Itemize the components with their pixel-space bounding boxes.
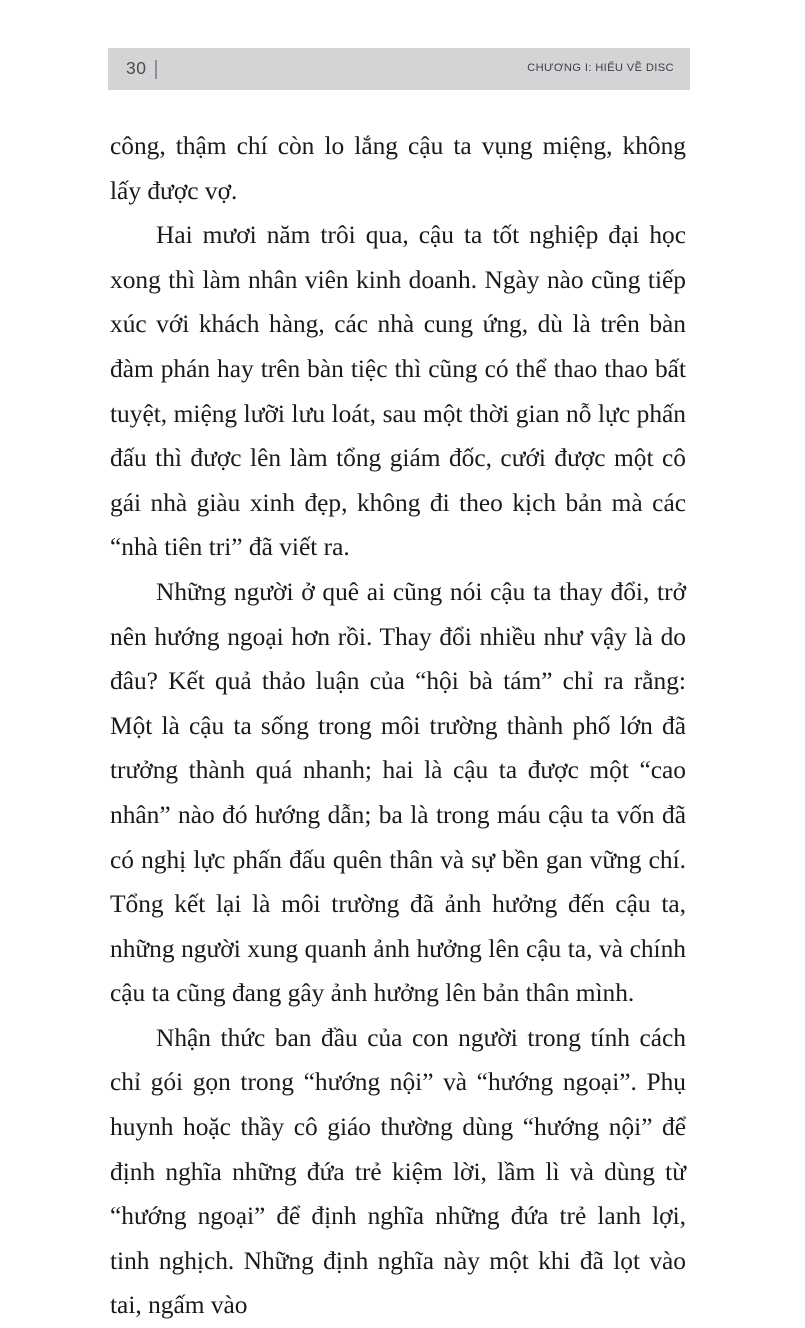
paragraph-four: Nhận thức ban đầu của con người trong tính cách chỉ gói gọn trong “hướng nội” và “hướng ngoại”. Phụ huynh hoặc thầy cô giáo thường dùng “hướng nội” để định nghĩa những đứa trẻ kiệm lời, lầm lì và dùng từ “hướng ngoại” để định nghĩa những đứa trẻ lanh lợi, tinh nghịch. Những định nghĩa này một khi đã lọt vào tai, ngấm vào xyxy=(110,1023,686,1320)
running-header-left xyxy=(126,60,157,79)
page-number: 30 xyxy=(126,58,147,79)
header-divider-rule xyxy=(155,60,157,79)
running-header xyxy=(108,48,690,90)
paragraph-continued: công, thậm chí còn lo lắng cậu ta vụng miệng, không lấy được vợ. xyxy=(110,132,686,205)
paragraph-two: Hai mươi năm trôi qua, cậu ta tốt nghiệp đại học xong thì làm nhân viên kinh doanh. Ngày nào cũng tiếp xúc với khách hàng, các nhà cung ứng, dù là trên bàn đàm phán hay trên bàn tiệc thì cũng có thể thao thao bất tuyệt, miệng lưỡi lưu loát, sau một thời gian nỗ lực phấn đấu thì được lên làm tổng giám đốc, cưới được một cô gái nhà giàu xinh đẹp, không đi theo kịch bản mà các “nhà tiên tri” đã viết ra. xyxy=(110,221,686,562)
chapter-title: CHƯƠNG I: HIỂU VỀ DISC xyxy=(527,62,674,75)
paragraph-three: Những người ở quê ai cũng nói cậu ta thay đổi, trở nên hướng ngoại hơn rồi. Thay đổi nhiều như vậy là do đâu? Kết quả thảo luận của “hội bà tám” chỉ ra rằng: Một là cậu ta sống trong môi trường thành phố lớn đã trưởng thành quá nhanh; hai là cậu ta được một “cao nhân” nào đó hướng dẫn; ba là trong máu cậu ta vốn đã có nghị lực phấn đấu quên thân và sự bền gan vững chí. Tổng kết lại là môi trường đã ảnh hưởng đến cậu ta, những người xung quanh ảnh hưởng lên cậu ta, và chính cậu ta cũng đang gây ảnh hưởng lên bản thân mình. xyxy=(110,577,686,1008)
body-text-column xyxy=(110,124,686,1328)
